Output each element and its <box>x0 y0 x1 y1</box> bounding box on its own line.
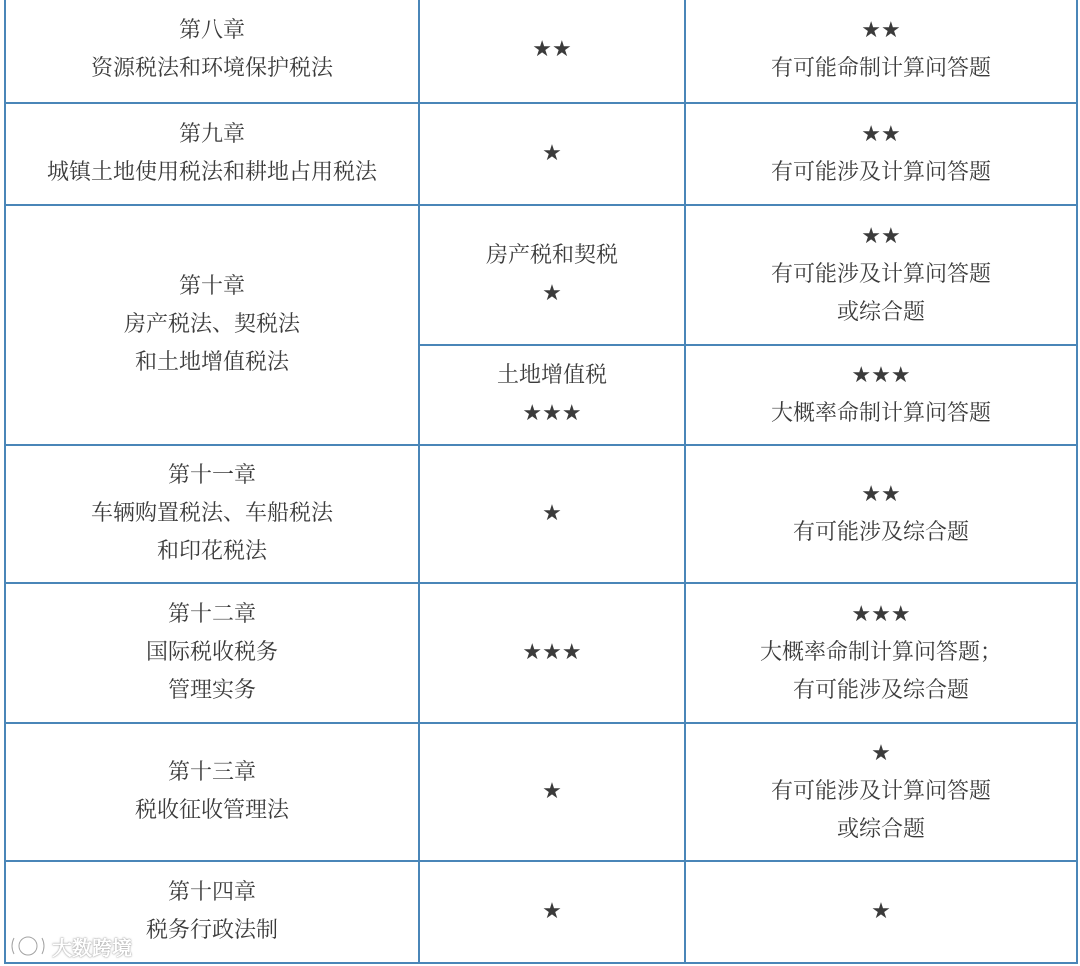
chapter-number: 第十一章 <box>167 463 256 488</box>
importance-stars: ★ <box>542 779 562 804</box>
importance-stars: ★ <box>542 501 562 526</box>
chapter-title: 房产税法、契税法 <box>123 312 300 337</box>
exam-note: 有可能涉及计算问答题 <box>770 160 991 185</box>
sub-topic: 土地增值税 <box>496 363 607 388</box>
importance-stars: ★ <box>542 141 562 166</box>
chapter-title: 资源税法和环境保护税法 <box>90 56 333 81</box>
importance-stars: ★ <box>542 899 562 924</box>
chapter-cell <box>5 103 419 205</box>
exam-stars: ★★★ <box>851 363 911 388</box>
chapter-number: 第十二章 <box>167 602 256 627</box>
exam-stars: ★★ <box>861 18 901 43</box>
chapter-title: 和印花税法 <box>156 539 267 564</box>
exam-stars: ★★ <box>861 224 901 249</box>
exam-cell <box>685 345 1077 445</box>
importance-cell <box>419 345 685 445</box>
table-row <box>5 103 1077 205</box>
importance-stars: ★★ <box>532 37 572 62</box>
importance-cell <box>419 205 685 345</box>
chapter-table <box>4 0 1078 964</box>
importance-cell <box>419 0 685 103</box>
chapter-number: 第九章 <box>178 122 245 147</box>
exam-cell <box>685 583 1077 723</box>
importance-cell <box>419 583 685 723</box>
exam-cell <box>685 205 1077 345</box>
importance-stars: ★★★ <box>522 640 582 665</box>
table-row <box>5 205 1077 345</box>
chapter-title: 税务行政法制 <box>145 918 278 943</box>
exam-note: 或综合题 <box>836 300 925 325</box>
importance-cell <box>419 103 685 205</box>
exam-note: 大概率命制计算问答题； <box>759 640 1002 665</box>
table-row <box>5 583 1077 723</box>
chapter-cell <box>5 0 419 103</box>
exam-cell <box>685 445 1077 583</box>
chapter-cell <box>5 723 419 861</box>
chapter-number: 第八章 <box>178 18 245 43</box>
exam-cell <box>685 0 1077 103</box>
chapter-cell <box>5 445 419 583</box>
chapter-title: 和土地增值税法 <box>134 350 289 375</box>
importance-stars: ★★★ <box>522 401 582 426</box>
table-row <box>5 723 1077 861</box>
watermark-text: 大数跨境 <box>52 935 132 960</box>
exam-cell <box>685 861 1077 963</box>
table-row <box>5 445 1077 583</box>
importance-cell <box>419 723 685 861</box>
chapter-title: 城镇土地使用税法和耕地占用税法 <box>46 160 377 185</box>
table-row <box>5 0 1077 103</box>
chapter-number: 第十章 <box>178 274 245 299</box>
chapter-cell <box>5 583 419 723</box>
chapter-number: 第十四章 <box>167 880 256 905</box>
exam-note: 或综合题 <box>836 817 925 842</box>
chapter-cell <box>5 205 419 445</box>
table-row <box>5 861 1077 963</box>
sub-topic: 房产税和契税 <box>485 243 618 268</box>
exam-note: 有可能命制计算问答题 <box>770 56 991 81</box>
chapter-title: 车辆购置税法、车船税法 <box>90 501 333 526</box>
exam-stars: ★★★ <box>851 602 911 627</box>
exam-note: 有可能涉及计算问答题 <box>770 262 991 287</box>
chapter-number: 第十三章 <box>167 760 256 785</box>
exam-stars: ★★ <box>861 122 901 147</box>
exam-stars: ★ <box>871 741 891 766</box>
exam-note: 大概率命制计算问答题 <box>770 401 991 426</box>
chapter-title: 国际税收税务 <box>145 640 278 665</box>
exam-note: 有可能涉及综合题 <box>792 520 969 545</box>
exam-cell <box>685 723 1077 861</box>
exam-stars: ★ <box>871 899 891 924</box>
exam-note: 有可能涉及计算问答题 <box>770 779 991 804</box>
importance-cell <box>419 445 685 583</box>
importance-cell <box>419 861 685 963</box>
chapter-title: 税收征收管理法 <box>134 798 289 823</box>
sound-wave-logo-icon <box>8 933 48 959</box>
chapter-title: 管理实务 <box>167 678 256 703</box>
exam-note: 有可能涉及综合题 <box>792 678 969 703</box>
importance-stars: ★ <box>542 281 562 306</box>
exam-stars: ★★ <box>861 482 901 507</box>
watermark <box>8 930 132 962</box>
exam-cell <box>685 103 1077 205</box>
